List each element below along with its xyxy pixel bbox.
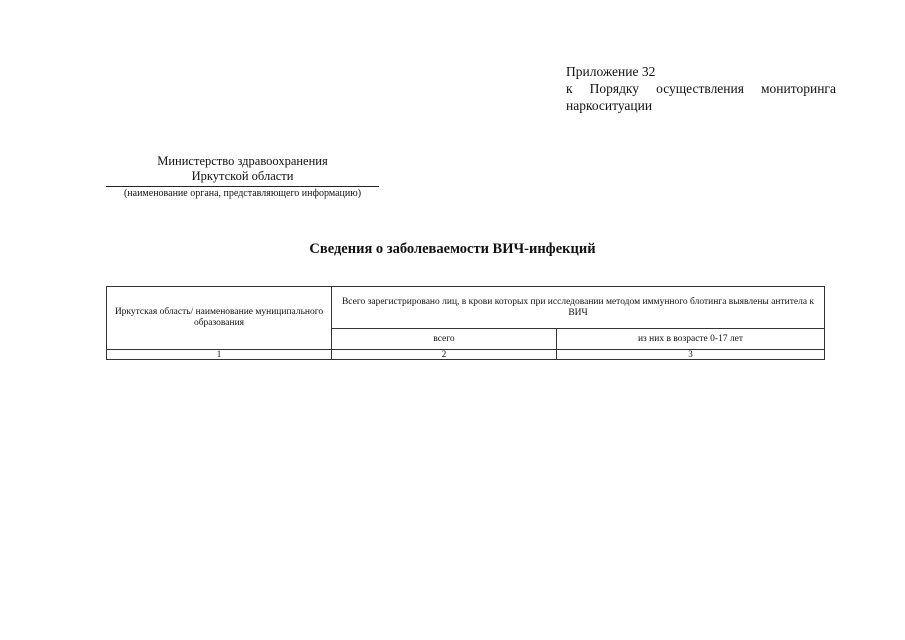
appendix-word: к (566, 81, 573, 96)
document-title: Сведения о заболеваемости ВИЧ-инфекций (309, 241, 596, 257)
appendix-block (566, 63, 836, 114)
organization-name-line2: Иркутской области (191, 169, 294, 183)
column-number-cell: 3 (557, 350, 825, 360)
hiv-report-table (106, 286, 825, 360)
column-number-cell: 1 (107, 350, 332, 360)
column-number-cell: 2 (332, 350, 557, 360)
region-column-header: Иркутская область/ наименование муниципального образования (107, 287, 332, 350)
organization-block (100, 154, 385, 200)
appendix-word: Порядку (589, 81, 640, 96)
appendix-number: Приложение 32 (566, 64, 656, 79)
appendix-reference-line (566, 80, 836, 97)
appendix-word: осуществления (656, 81, 744, 96)
appendix-reference-end: наркоситуации (566, 98, 653, 113)
total-column-header: всего (332, 329, 557, 350)
column-number-row (107, 350, 825, 360)
organization-underline (106, 186, 379, 187)
organization-caption: (наименование органа, представляющего информацию) (123, 188, 362, 199)
table-header-row (107, 287, 825, 329)
appendix-word: мониторинга (761, 81, 836, 96)
registered-group-header: Всего зарегистрировано лиц, в крови которых при исследовании методом иммунного блотинга выявлены антитела к ВИЧ (332, 287, 825, 329)
age-column-header: из них в возрасте 0-17 лет (557, 329, 825, 350)
organization-name-line1: Министерство здравоохранения (157, 154, 328, 168)
